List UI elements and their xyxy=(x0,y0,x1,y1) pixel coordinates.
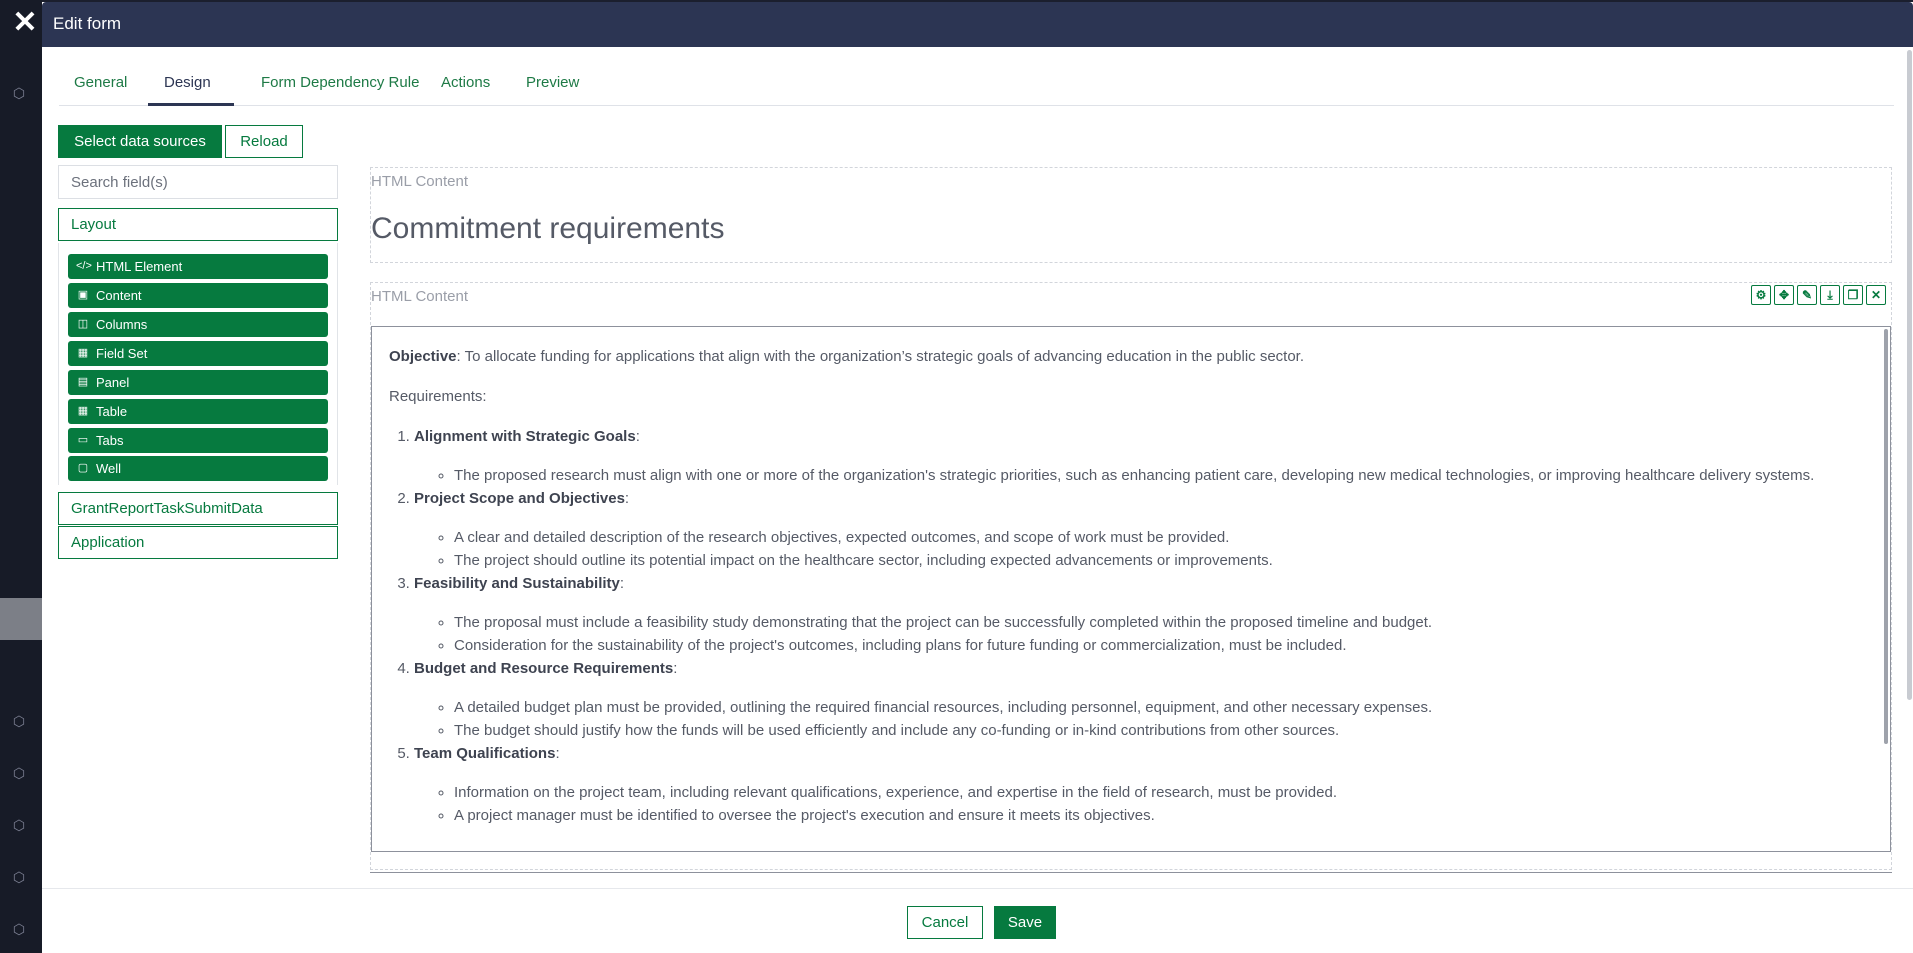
list-item: ◦ The budget should justify how the funds will be used efficiently and include any co-funding or in-kind contributions from other sources. xyxy=(454,719,1869,742)
layout-components-list xyxy=(58,243,338,485)
list-item: ◦ The proposal must include a feasibility study demonstrating that the project can be successfully completed within the proposed timeline and budget. xyxy=(454,611,1869,634)
list-item: 5. Team Qualifications: ◦ Information on the project team, including relevant qualifications, experience, and expertise in the field of research, must be provided. ◦ A project manager must be identified to oversee the project's execution and ensure it meets its objectives. xyxy=(414,742,1869,827)
folder-icon: ▭ xyxy=(77,434,89,446)
group-application[interactable]: Application xyxy=(58,526,338,559)
content-body xyxy=(389,345,1869,827)
cancel-button[interactable]: Cancel xyxy=(907,906,983,939)
tab-design[interactable]: Design xyxy=(164,74,211,91)
background-highlight xyxy=(0,598,42,640)
scrollbar[interactable] xyxy=(1884,329,1888,744)
edit-form-modal xyxy=(42,2,1913,953)
component-tabs[interactable]: ▭ Tabs xyxy=(68,428,328,453)
component-field-set[interactable]: ▦ Field Set xyxy=(68,341,328,366)
modal-scrollbar[interactable] xyxy=(1907,50,1912,700)
grid-icon: ▦ xyxy=(77,347,89,359)
list-item: ◦ The project should outline its potential impact on the healthcare sector, including expected advancements or improvements. xyxy=(454,549,1869,572)
panel-icon: ▤ xyxy=(77,376,89,388)
html5-icon: ▣ xyxy=(77,289,89,301)
tab-form-dependency-rule[interactable]: Form Dependency Rule xyxy=(261,74,420,91)
reload-button[interactable]: Reload xyxy=(225,125,303,158)
select-data-sources-button[interactable]: Select data sources xyxy=(58,125,222,158)
page-heading: Commitment requirements xyxy=(371,212,725,245)
download-icon[interactable]: ⤓ xyxy=(1820,285,1840,305)
list-item: ◦ A detailed budget plan must be provided, outlining the required financial resources, including personnel, equipment, and other necessary expenses. xyxy=(454,696,1869,719)
component-columns[interactable]: ◫ Columns xyxy=(68,312,328,337)
nav-cube-icon: ⬡ xyxy=(12,85,26,101)
close-icon[interactable]: ✕ xyxy=(12,6,38,39)
list-item: ◦ The proposed research must align with one or more of the organization's strategic priorities, such as enhancing patient care, developing new medical technologies, or improving healthcare delivery systems. xyxy=(454,464,1869,487)
component-content[interactable]: ▣ Content xyxy=(68,283,328,308)
nav-cube-icon: ⬡ xyxy=(12,817,26,833)
component-panel[interactable]: ▤ Panel xyxy=(68,370,328,395)
table-icon: ▦ xyxy=(77,405,89,417)
tab-bar xyxy=(59,60,1894,106)
nav-cube-icon: ⬡ xyxy=(12,921,26,937)
list-item: 2. Project Scope and Objectives: ◦ A clear and detailed description of the research objectives, expected outcomes, and scope of work must be provided. ◦ The project should outline its potential impact on the healthcare sector, including expected advancements or improvements. xyxy=(414,487,1869,572)
requirements-list xyxy=(414,425,1869,827)
remove-icon[interactable]: ✕ xyxy=(1866,285,1886,305)
code-icon: </> xyxy=(76,260,92,272)
nav-cube-icon: ⬡ xyxy=(12,765,26,781)
list-item: ◦ Information on the project team, including relevant qualifications, experience, and expertise in the field of research, must be provided. xyxy=(454,781,1869,804)
modal-header xyxy=(42,2,1913,47)
search-fields-input[interactable] xyxy=(58,165,338,199)
list-item: 1. Alignment with Strategic Goals: ◦ The proposed research must align with one or more of the organization's strategic priorities, such as enhancing patient care, developing new medical technologies, or improving healthcare delivery systems. xyxy=(414,425,1869,487)
modal-footer xyxy=(42,888,1913,953)
copy-icon[interactable]: ❐ xyxy=(1843,285,1863,305)
list-item: 4. Budget and Resource Requirements: ◦ A detailed budget plan must be provided, outlining the required financial resources, including personnel, equipment, and other necessary expenses. ◦ The budget should justify how the funds will be used efficiently and include any co-funding or in-kind contributions from other sources. xyxy=(414,657,1869,742)
move-icon[interactable]: ✥ xyxy=(1774,285,1794,305)
component-well[interactable]: ▢ Well xyxy=(68,456,328,481)
objective-paragraph: Objective: To allocate funding for applications that align with the organization’s strategic goals of advancing education in the public sector. xyxy=(389,348,1305,365)
list-item: 3. Feasibility and Sustainability: ◦ The proposal must include a feasibility study demonstrating that the project can be successfully completed within the proposed timeline and budget. ◦ Consideration for the sustainability of the project's outcomes, including plans for future funding or commercialization, must be included. xyxy=(414,572,1869,657)
modal-title: Edit form xyxy=(53,14,122,33)
gear-icon[interactable]: ⚙ xyxy=(1751,285,1771,305)
group-layout[interactable]: Layout xyxy=(58,208,338,241)
html-content-preview[interactable] xyxy=(371,326,1891,852)
nav-cube-icon: ⬡ xyxy=(12,869,26,885)
list-item: ◦ A project manager must be identified to oversee the project's execution and ensure it meets its objectives. xyxy=(454,804,1869,827)
component-html-element[interactable]: </> HTML Element xyxy=(68,254,328,279)
tab-preview[interactable]: Preview xyxy=(526,74,580,91)
block-label: HTML Content xyxy=(371,173,468,190)
columns-icon: ◫ xyxy=(77,318,89,330)
active-tab-indicator xyxy=(148,103,234,106)
tab-general[interactable]: General xyxy=(74,74,128,91)
background-sidebar xyxy=(0,0,42,953)
tab-actions[interactable]: Actions xyxy=(441,74,491,91)
component-table[interactable]: ▦ Table xyxy=(68,399,328,424)
group-grantreporttasksubmitdata[interactable]: GrantReportTaskSubmitData xyxy=(58,492,338,525)
requirements-heading: Requirements: xyxy=(389,388,487,405)
list-item: ◦ Consideration for the sustainability of the project's outcomes, including plans for future funding or commercialization, must be included. xyxy=(454,634,1869,657)
block-label: HTML Content xyxy=(371,288,468,305)
wrench-icon[interactable]: ✎ xyxy=(1797,285,1817,305)
list-item: ◦ A clear and detailed description of the research objectives, expected outcomes, and scope of work must be provided. xyxy=(454,526,1869,549)
square-icon: ▢ xyxy=(77,462,89,474)
save-button[interactable]: Save xyxy=(994,906,1056,939)
nav-cube-icon: ⬡ xyxy=(12,713,26,729)
